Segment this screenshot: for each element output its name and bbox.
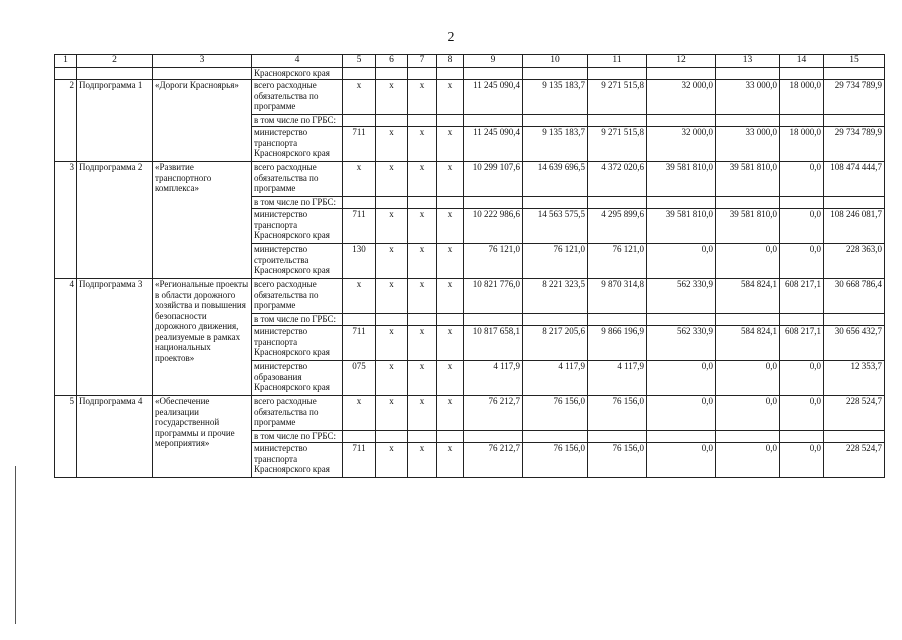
row-label: Красноярского края	[252, 68, 343, 80]
cell-empty	[716, 197, 780, 209]
value-cell: 76 121,0	[588, 244, 647, 279]
row-label: министерство транспорта Красноярского края	[252, 127, 343, 162]
code-cell: х	[408, 209, 437, 244]
row-label: всего расходные обязательства по программе	[252, 80, 343, 115]
row-label: всего расходные обязательства по программе	[252, 162, 343, 197]
cell-empty	[464, 115, 523, 127]
code-cell: х	[408, 162, 437, 197]
cell-empty	[77, 68, 153, 80]
value-cell: 0,0	[647, 244, 716, 279]
cell-empty	[343, 68, 376, 80]
cell-empty	[716, 68, 780, 80]
value-cell: 11 245 090,4	[464, 127, 523, 162]
grbs-label: в том числе по ГРБС:	[252, 431, 343, 443]
value-cell: 108 246 081,7	[824, 209, 885, 244]
cell-empty	[780, 115, 824, 127]
value-cell: 33 000,0	[716, 80, 780, 115]
cell-empty	[376, 68, 408, 80]
column-header: 1	[55, 55, 77, 68]
table-row	[55, 396, 885, 431]
value-cell: 8 217 205,6	[523, 326, 588, 361]
grbs-label: в том числе по ГРБС:	[252, 197, 343, 209]
table-row	[55, 162, 885, 197]
cell-empty	[464, 314, 523, 326]
value-cell: 0,0	[780, 443, 824, 478]
value-cell: 4 117,9	[464, 361, 523, 396]
code-cell: х	[408, 80, 437, 115]
continuation-row	[55, 68, 885, 80]
row-label: всего расходные обязательства по программе	[252, 396, 343, 431]
value-cell: 76 156,0	[523, 396, 588, 431]
value-cell: 32 000,0	[647, 127, 716, 162]
value-cell: 76 121,0	[523, 244, 588, 279]
value-cell: 4 117,9	[588, 361, 647, 396]
column-header: 5	[343, 55, 376, 68]
code-cell: х	[437, 326, 464, 361]
cell-empty	[588, 115, 647, 127]
row-label: министерство транспорта Красноярского края	[252, 443, 343, 478]
value-cell: 10 222 986,6	[464, 209, 523, 244]
value-cell: 76 121,0	[464, 244, 523, 279]
cell-empty	[824, 431, 885, 443]
subprogram-name: «Региональные проекты в области дорожного хозяйства и повышения безопасности дорожного движения, реализуемые в рамках национальных проектов»	[153, 279, 252, 396]
code-cell: х	[437, 279, 464, 314]
value-cell: 33 000,0	[716, 127, 780, 162]
row-number: 5	[55, 396, 77, 478]
code-cell: х	[408, 279, 437, 314]
code-cell: х	[408, 127, 437, 162]
value-cell: 0,0	[716, 396, 780, 431]
code-cell: х	[376, 443, 408, 478]
column-header: 13	[716, 55, 780, 68]
value-cell: 9 135 183,7	[523, 80, 588, 115]
value-cell: 0,0	[780, 396, 824, 431]
row-label: министерство образования Красноярского края	[252, 361, 343, 396]
value-cell: 14 639 696,5	[523, 162, 588, 197]
cell-empty	[780, 314, 824, 326]
cell-empty	[588, 431, 647, 443]
value-cell: 76 212,7	[464, 443, 523, 478]
page-number: 2	[447, 30, 455, 45]
code-cell: х	[408, 361, 437, 396]
cell-empty	[647, 68, 716, 80]
row-label: всего расходные обязательства по программе	[252, 279, 343, 314]
code-cell: х	[376, 209, 408, 244]
value-cell: 4 295 899,6	[588, 209, 647, 244]
column-header: 4	[252, 55, 343, 68]
cell-empty	[588, 68, 647, 80]
value-cell: 0,0	[647, 396, 716, 431]
code-cell: х	[437, 361, 464, 396]
value-cell: 10 817 658,1	[464, 326, 523, 361]
code-cell: 711	[343, 209, 376, 244]
budget-table	[54, 54, 885, 478]
subprogram-label: Подпрограмма 2	[77, 162, 153, 279]
value-cell: 9 271 515,8	[588, 127, 647, 162]
cell-empty	[437, 197, 464, 209]
value-cell: 608 217,1	[780, 279, 824, 314]
column-header: 7	[408, 55, 437, 68]
cell-empty	[824, 115, 885, 127]
value-cell: 12 353,7	[824, 361, 885, 396]
column-header: 6	[376, 55, 408, 68]
value-cell: 76 156,0	[588, 443, 647, 478]
cell-empty	[437, 68, 464, 80]
code-cell: х	[376, 361, 408, 396]
code-cell: х	[376, 162, 408, 197]
value-cell: 9 271 515,8	[588, 80, 647, 115]
cell-empty	[408, 197, 437, 209]
cell-empty	[780, 197, 824, 209]
row-label: министерство транспорта Красноярского края	[252, 326, 343, 361]
value-cell: 228 363,0	[824, 244, 885, 279]
value-cell: 29 734 789,9	[824, 80, 885, 115]
row-number: 4	[55, 279, 77, 396]
cell-empty	[376, 314, 408, 326]
cell-empty	[343, 431, 376, 443]
value-cell: 39 581 810,0	[647, 162, 716, 197]
value-cell: 108 474 444,7	[824, 162, 885, 197]
code-cell: х	[343, 279, 376, 314]
value-cell: 10 821 776,0	[464, 279, 523, 314]
cell-empty	[824, 68, 885, 80]
value-cell: 584 824,1	[716, 326, 780, 361]
value-cell: 0,0	[780, 361, 824, 396]
cell-empty	[523, 68, 588, 80]
code-cell: х	[343, 80, 376, 115]
value-cell: 4 117,9	[523, 361, 588, 396]
value-cell: 0,0	[647, 361, 716, 396]
value-cell: 562 330,9	[647, 279, 716, 314]
cell-empty	[408, 115, 437, 127]
value-cell: 228 524,7	[824, 396, 885, 431]
value-cell: 10 299 107,6	[464, 162, 523, 197]
code-cell: х	[408, 244, 437, 279]
value-cell: 562 330,9	[647, 326, 716, 361]
row-label: министерство строительства Красноярского края	[252, 244, 343, 279]
code-cell: х	[376, 279, 408, 314]
subprogram-label: Подпрограмма 1	[77, 80, 153, 162]
value-cell: 30 656 432,7	[824, 326, 885, 361]
cell-empty	[647, 115, 716, 127]
header-row	[55, 55, 885, 68]
value-cell: 39 581 810,0	[647, 209, 716, 244]
cell-empty	[824, 314, 885, 326]
cell-empty	[716, 115, 780, 127]
cell-empty	[716, 314, 780, 326]
cell-empty	[523, 115, 588, 127]
cell-empty	[824, 197, 885, 209]
subprogram-label: Подпрограмма 4	[77, 396, 153, 478]
cell-empty	[464, 68, 523, 80]
cell-empty	[437, 431, 464, 443]
column-header: 2	[77, 55, 153, 68]
cell-empty	[780, 68, 824, 80]
code-cell: х	[376, 396, 408, 431]
code-cell: х	[437, 244, 464, 279]
code-cell: х	[408, 326, 437, 361]
cell-empty	[647, 431, 716, 443]
value-cell: 76 156,0	[523, 443, 588, 478]
value-cell: 608 217,1	[780, 326, 824, 361]
cell-empty	[523, 431, 588, 443]
value-cell: 14 563 575,5	[523, 209, 588, 244]
code-cell: х	[437, 396, 464, 431]
row-number: 3	[55, 162, 77, 279]
column-header: 12	[647, 55, 716, 68]
cell-empty	[780, 431, 824, 443]
code-cell: х	[376, 80, 408, 115]
code-cell: х	[437, 209, 464, 244]
column-header: 10	[523, 55, 588, 68]
value-cell: 32 000,0	[647, 80, 716, 115]
cell-empty	[153, 68, 252, 80]
cell-empty	[464, 431, 523, 443]
cell-empty	[588, 314, 647, 326]
value-cell: 8 221 323,5	[523, 279, 588, 314]
cell-empty	[437, 115, 464, 127]
code-cell: х	[376, 326, 408, 361]
value-cell: 228 524,7	[824, 443, 885, 478]
value-cell: 29 734 789,9	[824, 127, 885, 162]
table-row	[55, 279, 885, 314]
value-cell: 0,0	[780, 209, 824, 244]
cell-empty	[647, 314, 716, 326]
code-cell: 075	[343, 361, 376, 396]
column-header: 8	[437, 55, 464, 68]
value-cell: 18 000,0	[780, 127, 824, 162]
table-row	[55, 80, 885, 115]
value-cell: 76 212,7	[464, 396, 523, 431]
value-cell: 0,0	[647, 443, 716, 478]
value-cell: 9 866 196,9	[588, 326, 647, 361]
value-cell: 39 581 810,0	[716, 209, 780, 244]
row-number: 2	[55, 80, 77, 162]
row-label: министерство транспорта Красноярского края	[252, 209, 343, 244]
value-cell: 9 870 314,8	[588, 279, 647, 314]
value-cell: 4 372 020,6	[588, 162, 647, 197]
cell-empty	[588, 197, 647, 209]
cell-empty	[343, 197, 376, 209]
subprogram-name: «Дороги Красноярья»	[153, 80, 252, 162]
code-cell: 711	[343, 127, 376, 162]
code-cell: х	[437, 443, 464, 478]
value-cell: 11 245 090,4	[464, 80, 523, 115]
value-cell: 30 668 786,4	[824, 279, 885, 314]
value-cell: 0,0	[716, 443, 780, 478]
cell-empty	[647, 197, 716, 209]
code-cell: 711	[343, 443, 376, 478]
code-cell: 130	[343, 244, 376, 279]
cell-empty	[716, 431, 780, 443]
code-cell: х	[437, 127, 464, 162]
cell-empty	[343, 115, 376, 127]
cell-empty	[523, 314, 588, 326]
cell-empty	[343, 314, 376, 326]
code-cell: х	[408, 396, 437, 431]
subprogram-name: «Обеспечение реализации государственной программы и прочие мероприятия»	[153, 396, 252, 478]
cell-empty	[437, 314, 464, 326]
subprogram-name: «Развитие транспортного комплекса»	[153, 162, 252, 279]
value-cell: 584 824,1	[716, 279, 780, 314]
value-cell: 39 581 810,0	[716, 162, 780, 197]
value-cell: 0,0	[780, 244, 824, 279]
cell-empty	[376, 431, 408, 443]
cell-empty	[408, 431, 437, 443]
value-cell: 0,0	[716, 361, 780, 396]
value-cell: 0,0	[780, 162, 824, 197]
grbs-label: в том числе по ГРБС:	[252, 314, 343, 326]
cell-empty	[376, 197, 408, 209]
cell-empty	[55, 68, 77, 80]
cell-empty	[464, 197, 523, 209]
code-cell: х	[437, 162, 464, 197]
column-header: 9	[464, 55, 523, 68]
code-cell: х	[408, 443, 437, 478]
grbs-label: в том числе по ГРБС:	[252, 115, 343, 127]
column-header: 11	[588, 55, 647, 68]
value-cell: 9 135 183,7	[523, 127, 588, 162]
column-header: 3	[153, 55, 252, 68]
cell-empty	[376, 115, 408, 127]
column-header: 15	[824, 55, 885, 68]
code-cell: х	[343, 162, 376, 197]
code-cell: х	[376, 127, 408, 162]
value-cell: 0,0	[716, 244, 780, 279]
value-cell: 18 000,0	[780, 80, 824, 115]
cell-empty	[408, 314, 437, 326]
cell-empty	[523, 197, 588, 209]
scan-margin-line	[15, 466, 16, 624]
column-header: 14	[780, 55, 824, 68]
subprogram-label: Подпрограмма 3	[77, 279, 153, 396]
code-cell: х	[437, 80, 464, 115]
value-cell: 76 156,0	[588, 396, 647, 431]
code-cell: х	[376, 244, 408, 279]
code-cell: х	[343, 396, 376, 431]
code-cell: 711	[343, 326, 376, 361]
cell-empty	[408, 68, 437, 80]
